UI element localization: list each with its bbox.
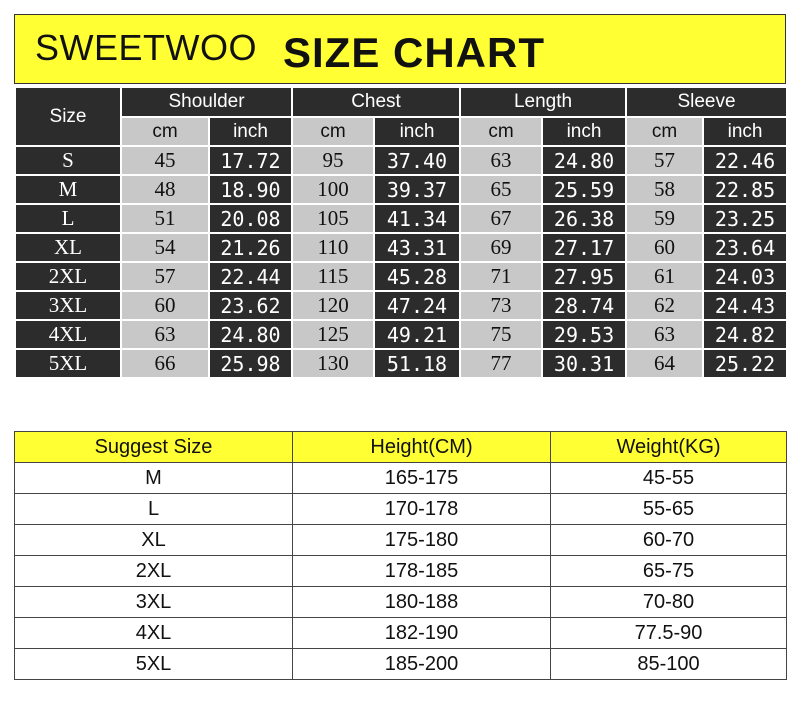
shoulder-inch-cell: 25.98 — [209, 349, 292, 378]
chart-title: SIZE CHART — [283, 29, 545, 76]
weight-range-cell: 85-100 — [551, 649, 787, 680]
chest-inch-cell: 51.18 — [374, 349, 460, 378]
sleeve-inch-cell: 25.22 — [703, 349, 787, 378]
shoulder-inch-cell: 24.80 — [209, 320, 292, 349]
chest-inch-cell: 47.24 — [374, 291, 460, 320]
brand-name: SWEETWOO — [35, 27, 257, 68]
shoulder-cm-cell: 66 — [121, 349, 209, 378]
chest-inch-cell: 41.34 — [374, 204, 460, 233]
weight-range-cell: 65-75 — [551, 556, 787, 587]
length-cm-cell: 75 — [460, 320, 542, 349]
weight-range-cell: 55-65 — [551, 494, 787, 525]
unit-cm: cm — [292, 117, 374, 146]
unit-inch: inch — [209, 117, 292, 146]
length-cm-cell: 69 — [460, 233, 542, 262]
length-cm-cell: 67 — [460, 204, 542, 233]
weight-range-cell: 70-80 — [551, 587, 787, 618]
shoulder-inch-cell: 18.90 — [209, 175, 292, 204]
suggest-size-cell: 4XL — [15, 618, 293, 649]
unit-cm: cm — [121, 117, 209, 146]
sleeve-cm-cell: 60 — [626, 233, 703, 262]
suggest-size-cell: 5XL — [15, 649, 293, 680]
chest-cm-cell: 95 — [292, 146, 374, 175]
suggest-size-table — [14, 431, 787, 680]
height-range-cell: 185-200 — [293, 649, 551, 680]
length-inch-cell: 27.17 — [542, 233, 626, 262]
length-inch-cell: 29.53 — [542, 320, 626, 349]
length-inch-cell: 25.59 — [542, 175, 626, 204]
height-range-cell: 182-190 — [293, 618, 551, 649]
shoulder-cm-cell: 57 — [121, 262, 209, 291]
size-cell: 3XL — [15, 291, 121, 320]
sleeve-inch-cell: 24.82 — [703, 320, 787, 349]
length-cm-cell: 77 — [460, 349, 542, 378]
size-header: Size — [15, 87, 121, 146]
length-cm-cell: 71 — [460, 262, 542, 291]
chest-inch-cell: 37.40 — [374, 146, 460, 175]
size-cell: 2XL — [15, 262, 121, 291]
group-header-row — [15, 87, 787, 117]
sleeve-inch-cell: 22.46 — [703, 146, 787, 175]
size-cell: 4XL — [15, 320, 121, 349]
length-inch-cell: 24.80 — [542, 146, 626, 175]
size-row — [15, 175, 787, 204]
chest-cm-cell: 115 — [292, 262, 374, 291]
suggest-header-row — [15, 432, 787, 463]
suggest-size-cell: XL — [15, 525, 293, 556]
shoulder-inch-cell: 17.72 — [209, 146, 292, 175]
sleeve-cm-cell: 61 — [626, 262, 703, 291]
sleeve-header: Sleeve — [626, 87, 787, 117]
suggest-size-cell: 2XL — [15, 556, 293, 587]
suggest-size-cell: 3XL — [15, 587, 293, 618]
length-cm-cell: 63 — [460, 146, 542, 175]
sleeve-inch-cell: 24.03 — [703, 262, 787, 291]
unit-inch: inch — [374, 117, 460, 146]
length-inch-cell: 26.38 — [542, 204, 626, 233]
sleeve-inch-cell: 23.25 — [703, 204, 787, 233]
sleeve-cm-cell: 59 — [626, 204, 703, 233]
shoulder-cm-cell: 60 — [121, 291, 209, 320]
unit-cm: cm — [626, 117, 703, 146]
length-cm-cell: 65 — [460, 175, 542, 204]
suggest-row — [15, 463, 787, 494]
sleeve-inch-cell: 24.43 — [703, 291, 787, 320]
sleeve-cm-cell: 63 — [626, 320, 703, 349]
title-banner — [14, 14, 786, 84]
shoulder-header: Shoulder — [121, 87, 292, 117]
chest-cm-cell: 110 — [292, 233, 374, 262]
suggest-size-cell: L — [15, 494, 293, 525]
sleeve-cm-cell: 57 — [626, 146, 703, 175]
suggest-row — [15, 649, 787, 680]
shoulder-inch-cell: 22.44 — [209, 262, 292, 291]
unit-header-row — [15, 117, 787, 146]
length-inch-cell: 27.95 — [542, 262, 626, 291]
suggest-size-header: Suggest Size — [15, 432, 293, 463]
chest-inch-cell: 43.31 — [374, 233, 460, 262]
chest-cm-cell: 120 — [292, 291, 374, 320]
size-row — [15, 291, 787, 320]
shoulder-inch-cell: 23.62 — [209, 291, 292, 320]
size-row — [15, 233, 787, 262]
suggest-row — [15, 525, 787, 556]
height-range-cell: 178-185 — [293, 556, 551, 587]
shoulder-cm-cell: 45 — [121, 146, 209, 175]
unit-cm: cm — [460, 117, 542, 146]
chest-cm-cell: 100 — [292, 175, 374, 204]
size-cell: XL — [15, 233, 121, 262]
chest-inch-cell: 49.21 — [374, 320, 460, 349]
suggest-size-cell: M — [15, 463, 293, 494]
length-inch-cell: 28.74 — [542, 291, 626, 320]
shoulder-cm-cell: 48 — [121, 175, 209, 204]
size-chart-table — [14, 86, 788, 379]
sleeve-cm-cell: 58 — [626, 175, 703, 204]
size-row — [15, 349, 787, 378]
height-range-cell: 170-178 — [293, 494, 551, 525]
weight-range-cell: 45-55 — [551, 463, 787, 494]
unit-inch: inch — [703, 117, 787, 146]
weight-range-cell: 77.5-90 — [551, 618, 787, 649]
sleeve-inch-cell: 23.64 — [703, 233, 787, 262]
chest-header: Chest — [292, 87, 460, 117]
chest-cm-cell: 105 — [292, 204, 374, 233]
sleeve-inch-cell: 22.85 — [703, 175, 787, 204]
size-row — [15, 146, 787, 175]
height-range-cell: 180-188 — [293, 587, 551, 618]
weight-range-cell: 60-70 — [551, 525, 787, 556]
shoulder-cm-cell: 63 — [121, 320, 209, 349]
suggest-row — [15, 494, 787, 525]
weight-header: Weight(KG) — [551, 432, 787, 463]
suggest-row — [15, 618, 787, 649]
suggest-row — [15, 587, 787, 618]
chest-inch-cell: 45.28 — [374, 262, 460, 291]
shoulder-inch-cell: 21.26 — [209, 233, 292, 262]
chest-cm-cell: 125 — [292, 320, 374, 349]
size-cell: L — [15, 204, 121, 233]
length-inch-cell: 30.31 — [542, 349, 626, 378]
shoulder-cm-cell: 54 — [121, 233, 209, 262]
size-cell: S — [15, 146, 121, 175]
sleeve-cm-cell: 64 — [626, 349, 703, 378]
size-cell: 5XL — [15, 349, 121, 378]
size-row — [15, 262, 787, 291]
unit-inch: inch — [542, 117, 626, 146]
size-cell: M — [15, 175, 121, 204]
chest-inch-cell: 39.37 — [374, 175, 460, 204]
length-cm-cell: 73 — [460, 291, 542, 320]
height-header: Height(CM) — [293, 432, 551, 463]
height-range-cell: 175-180 — [293, 525, 551, 556]
chest-cm-cell: 130 — [292, 349, 374, 378]
sleeve-cm-cell: 62 — [626, 291, 703, 320]
height-range-cell: 165-175 — [293, 463, 551, 494]
suggest-row — [15, 556, 787, 587]
length-header: Length — [460, 87, 626, 117]
size-row — [15, 204, 787, 233]
shoulder-cm-cell: 51 — [121, 204, 209, 233]
size-row — [15, 320, 787, 349]
shoulder-inch-cell: 20.08 — [209, 204, 292, 233]
